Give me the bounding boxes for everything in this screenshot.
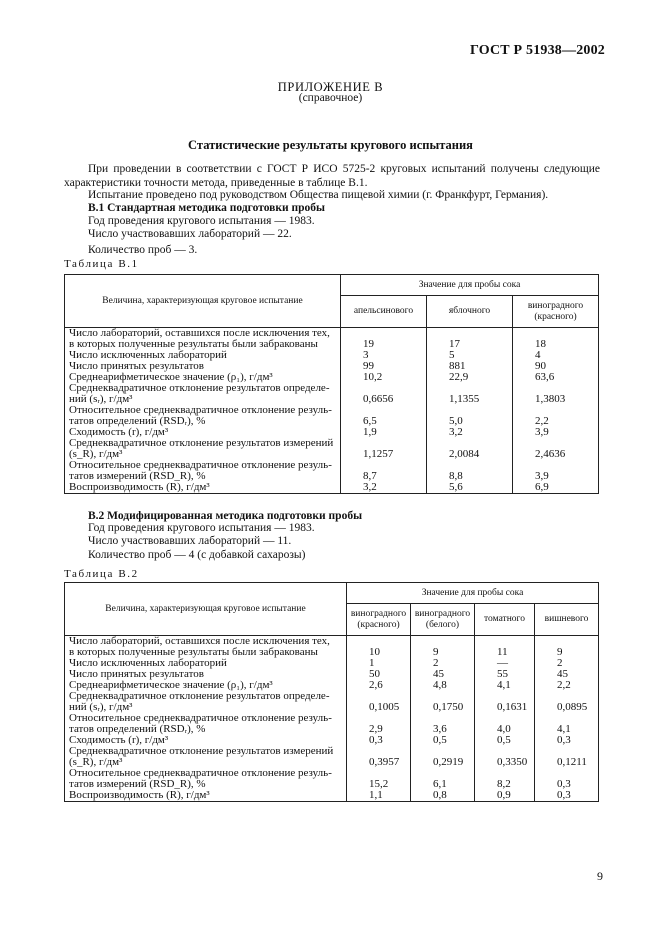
standard-code: ГОСТ Р 51938—2002 [469,43,605,58]
table1-group-header: Значение для пробы сока [341,275,599,296]
b2-labs: Число участвовавших лабораторий — 11. [88,535,292,547]
cell-value: 19 [341,328,427,351]
row-label-line: Относительное среднеквадратичное отклонение резуль- [69,459,332,471]
table1-col-header: яблочного [427,296,513,328]
cell-value: 15,2 [347,768,411,790]
table2-group-header: Значение для пробы сока [347,583,599,604]
cell-value: 0,1211 [535,746,599,768]
cell-value: 10,2 [341,372,427,383]
table1-caption: Таблица В.1 [64,258,139,270]
cell-value: 4,0 [475,713,535,735]
row-label-line: Воспроизводимость (R), г/дм³ [69,481,210,493]
table2-col-header: вишневого [535,604,599,636]
b2-samples: Количество проб — 4 (с добавкой сахарозы) [88,549,306,561]
page-number: 9 [597,869,603,883]
cell-value: 22,9 [427,372,513,383]
row-label-line: татов определений (RSDᵣ), % [69,415,206,427]
cell-value: 9 [411,636,475,659]
cell-value: 1,3803 [513,383,599,405]
cell-value: 17 [427,328,513,351]
table2-col-header: виноградного (белого) [411,604,475,636]
cell-value: 0,3 [535,768,599,790]
table2-caption: Таблица В.2 [64,568,139,580]
cell-value: 4,8 [411,680,475,691]
row-label-line: татов определений (RSDᵣ), % [69,723,206,735]
row-label-line: Среднеарифметическое значение (ρ₁), г/дм³ [69,371,273,383]
row-label [65,746,347,768]
row-label-line: Число исключенных лабораторий [69,657,227,669]
table-row [65,691,599,713]
cell-value: 45 [411,669,475,680]
cell-value: 55 [475,669,535,680]
cell-value: 63,6 [513,372,599,383]
cell-value: 10 [347,636,411,659]
cell-value: 6,5 [341,405,427,427]
cell-value: 3 [341,350,427,361]
row-label-line: Число исключенных лабораторий [69,349,227,361]
cell-value: 1 [347,658,411,669]
cell-value: 5,0 [427,405,513,427]
cell-value: 0,5 [475,735,535,746]
intro-organizer: Испытание проведено под руководством Общества пищевой химии (г. Франкфурт, Германия). [88,189,549,201]
row-label-line: (s_R), г/дм³ [69,756,123,768]
row-label-line: Среднеарифметическое значение (ρ₁), г/дм³ [69,679,273,691]
row-label [65,482,341,494]
row-label-line: Число принятых результатов [69,360,204,372]
table-row [65,790,599,802]
cell-value: 1,9 [341,427,427,438]
cell-value: — [475,658,535,669]
row-label-line: в которых полученные результаты были забракованы [69,646,318,658]
cell-value: 0,6656 [341,383,427,405]
cell-value: 0,1005 [347,691,411,713]
cell-value: 9 [535,636,599,659]
cell-value: 0,3350 [475,746,535,768]
row-label [65,713,347,735]
cell-value: 3,6 [411,713,475,735]
row-label-line: Число лабораторий, оставшихся после исключения тех, [69,327,330,339]
row-label [65,768,347,790]
row-label-line: Среднеквадратичное отклонение результатов определе- [69,690,330,702]
cell-value: 0,1750 [411,691,475,713]
row-label-line: в которых полученные результаты были забракованы [69,338,318,350]
table1-col-header: виноградного (красного) [513,296,599,328]
cell-value: 2,2 [513,405,599,427]
cell-value: 0,0895 [535,691,599,713]
row-label [65,383,341,405]
cell-value: 0,5 [411,735,475,746]
cell-value: 0,1631 [475,691,535,713]
table-row [65,768,599,790]
table-row [65,636,599,659]
row-label-line: Относительное среднеквадратичное отклонение резуль- [69,767,332,779]
row-label [65,636,347,659]
table1-param-header: Величина, характеризующая круговое испытание [65,275,341,328]
table-row [65,438,599,460]
cell-value: 8,2 [475,768,535,790]
cell-value: 3,2 [427,427,513,438]
b1-year: Год проведения кругового испытания — 1983. [88,215,315,227]
row-label [65,691,347,713]
cell-value: 881 [427,361,513,372]
cell-value: 2 [535,658,599,669]
appendix-title: ПРИЛОЖЕНИЕ В [277,80,384,94]
table-row [65,405,599,427]
cell-value: 2,9 [347,713,411,735]
row-label-line: Сходимость (r), г/дм³ [69,426,169,438]
cell-value: 2,6 [347,680,411,691]
cell-value: 0,2919 [411,746,475,768]
cell-value: 11 [475,636,535,659]
row-label-line: Относительное среднеквадратичное отклонение резуль- [69,712,332,724]
cell-value: 4,1 [535,713,599,735]
table-row [65,746,599,768]
table2-col-header: томатного [475,604,535,636]
row-label-line: (s_R), г/дм³ [69,448,123,460]
row-label-line: татов измерений (RSD_R), % [69,470,206,482]
cell-value: 8,7 [341,460,427,482]
table-row [65,460,599,482]
cell-value: 0,8 [411,790,475,802]
cell-value: 3,2 [341,482,427,494]
row-label-line: ний (sᵣ), г/дм³ [69,393,133,405]
cell-value: 2,0084 [427,438,513,460]
row-label-line: татов измерений (RSD_R), % [69,778,206,790]
row-label [65,328,341,351]
cell-value: 5,6 [427,482,513,494]
row-label-line: Среднеквадратичное отклонение результатов измерений [69,745,334,757]
row-label-line: Среднеквадратичное отклонение результатов определе- [69,382,330,394]
cell-value: 1,1257 [341,438,427,460]
row-label-line: Относительное среднеквадратичное отклонение резуль- [69,404,332,416]
table-row [65,383,599,405]
row-label [65,460,341,482]
cell-value: 5 [427,350,513,361]
cell-value: 45 [535,669,599,680]
table-row [65,713,599,735]
cell-value: 99 [341,361,427,372]
cell-value: 0,3 [535,790,599,802]
b2-year: Год проведения кругового испытания — 1983. [88,522,315,534]
b1-heading: В.1 Стандартная методика подготовки пробы [88,202,325,214]
cell-value: 0,3 [347,735,411,746]
cell-value: 18 [513,328,599,351]
cell-value: 1,1 [347,790,411,802]
cell-value: 6,1 [411,768,475,790]
row-label-line: Воспроизводимость (R), г/дм³ [69,789,210,801]
cell-value: 2,4636 [513,438,599,460]
table-row [65,328,599,351]
appendix-subtitle: (справочное) [298,92,363,104]
cell-value: 3,9 [513,427,599,438]
table-b2 [64,582,599,802]
b1-samples: Количество проб — 3. [88,244,198,256]
cell-value: 0,3 [535,735,599,746]
row-label-line: Среднеквадратичное отклонение результатов измерений [69,437,334,449]
cell-value: 6,9 [513,482,599,494]
section-title: Статистические результаты кругового испытания [188,138,473,152]
cell-value: 3,9 [513,460,599,482]
row-label-line: Число принятых результатов [69,668,204,680]
cell-value: 4,1 [475,680,535,691]
table2-col-header: виноградного (красного) [347,604,411,636]
row-label [65,438,341,460]
cell-value: 0,9 [475,790,535,802]
table1-col-header: апельсинового [341,296,427,328]
cell-value: 4 [513,350,599,361]
table-row [65,482,599,494]
cell-value: 8,8 [427,460,513,482]
cell-value: 2 [411,658,475,669]
row-label-line: Число лабораторий, оставшихся после исключения тех, [69,635,330,647]
cell-value: 1,1355 [427,383,513,405]
cell-value: 0,3957 [347,746,411,768]
table-b1 [64,274,599,494]
cell-value: 2,2 [535,680,599,691]
cell-value: 90 [513,361,599,372]
b2-heading: В.2 Модифицированная методика подготовки пробы [88,510,363,522]
row-label-line: ний (sᵣ), г/дм³ [69,701,133,713]
row-label [65,405,341,427]
intro-paragraph: При проведении в соответствии с ГОСТ Р ИСО 5725-2 круговых испытаний получены следующие характеристики точности метода, приведенные в таблице В.1. [64,163,600,189]
table2-param-header: Величина, характеризующая круговое испытание [65,583,347,636]
b1-labs: Число участвовавших лабораторий — 22. [88,228,292,240]
cell-value: 50 [347,669,411,680]
row-label-line: Сходимость (r), г/дм³ [69,734,169,746]
row-label [65,790,347,802]
